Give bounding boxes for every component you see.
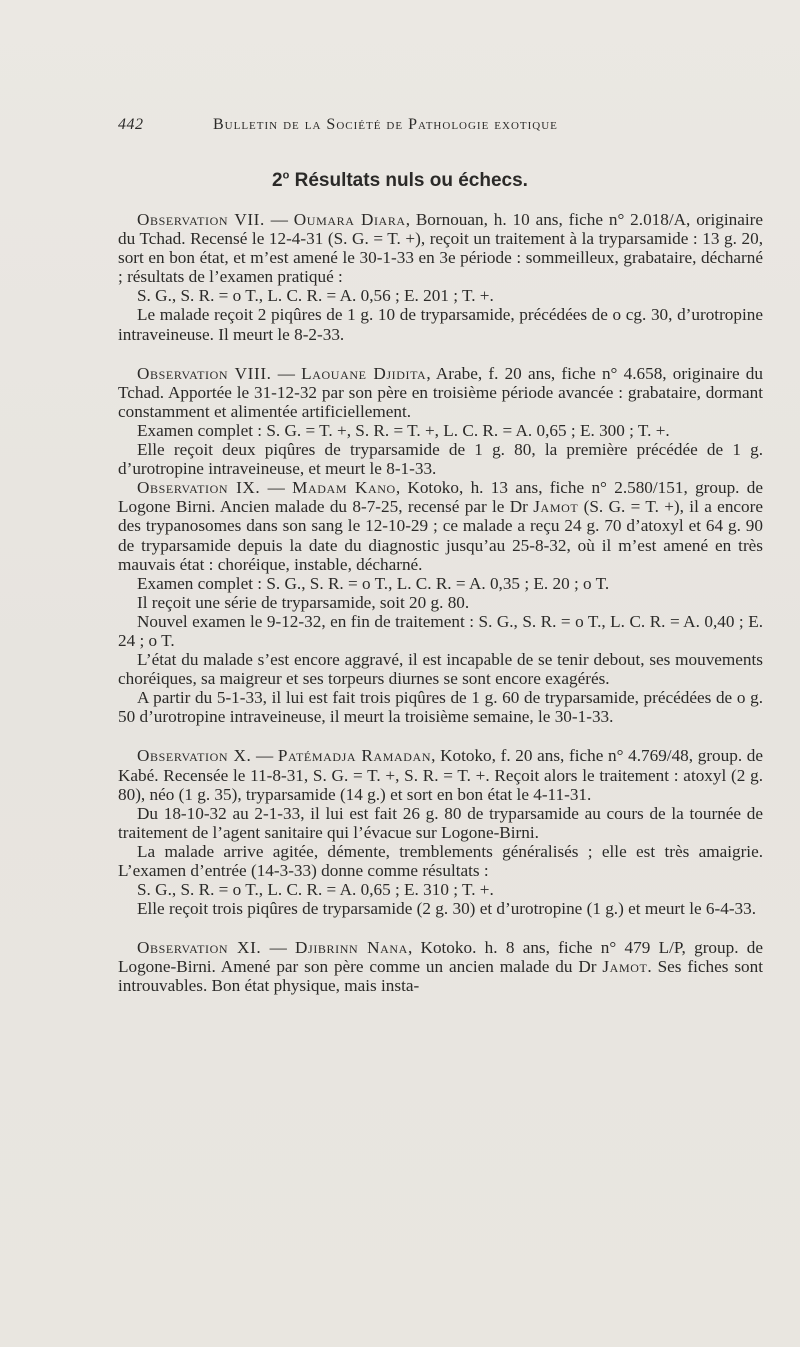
obs11-doctor-name: Jamot (602, 957, 648, 977)
obs7-paragraph-1: Observation VII. — Oumara Diara, Bornouan, h. 10 ans, fiche n° 2.018/A, originaire du Tchad. Recensé le 12-4-31 (S. G. = T. +), reçoit un traitement à la tryparsamide : 13 g. 20, sort en bon état, et m’est amené le 30-1-33 en 3e période : sommeilleux, grabataire, décharné ; résultats de l’examen pratiqué : (118, 210, 764, 287)
obs9-doctor-name: Jamot (533, 497, 579, 517)
obs10-label: Observation X. (137, 746, 252, 766)
obs8-paragraph-2: Examen complet : S. G. = T. +, S. R. = T. +, L. C. R. = A. 0,65 ; E. 300 ; T. +. (137, 420, 670, 440)
obs9-label: Observation IX. (137, 478, 261, 498)
section-number-sup: o (282, 169, 290, 182)
obs7-text-1: , Bornouan, h. 10 ans, fiche n° 2.018/A, originaire du Tchad. Recensé le 12-4-31 (S. G. = T. +), reçoit un traitement à la tryparsamide : 13 g. 20, sort en bon état, et m’est amené le 30-1-33 en 3e période : sommeilleux, grabataire, décharné ; résultats de l’examen pratiqué : (118, 210, 764, 287)
page-number: 442 (118, 116, 144, 133)
obs9-paragraph-5: L’état du malade s’est encore aggravé, il est incapable de se tenir debout, ses mouvements choréiques, sa maigreur et ses torpeurs diurnes se sont encore exagérés. (118, 650, 763, 689)
section-heading (0, 170, 800, 192)
obs9-paragraph-1: Observation IX. — Madam Kano, Kotoko, h. 13 ans, fiche n° 2.580/151, group. de Logone Birni. Ancien malade du 8-7-25, recensé par le Dr Jamot (S. G. = T. +), il a encore des trypanosomes dans son sang le 12-10-29 ; ce malade a reçu 24 g. 70 d’atoxyl et 64 g. 90 de tryparsamide depuis la date du diagnostic jusqu’au 25-8-32, où il m’est amené en très mauvais état : choréique, instable, décharné. (118, 478, 763, 574)
obs10-paragraph-5: Elle reçoit trois piqûres de tryparsamide (2 g. 30) et d’urotropine (1 g.) et meurt le 6-4-33. (137, 899, 757, 919)
obs11-paragraph-1: Observation XI. — Djibrinn Nana, Kotoko. h. 8 ans, fiche n° 479 L/P, group. de Logone-Birni. Amené par son père comme un ancien malade du Dr Jamot. Ses fiches sont introuvables. Bon état physique, mais insta- (118, 938, 764, 996)
obs9-patient-name: Madam Kano (292, 478, 396, 498)
obs10-paragraph-1: Observation X. — Patémadja Ramadan, Kotoko, f. 20 ans, fiche n° 4.769/48, group. de Kabé. Recensée le 11-8-31, S. G. = T. +, S. R. = T. +. Reçoit alors le traitement : atoxyl (2 g. 80), néo (1 g. 35), tryparsamide (14 g.) et sort en bon état le 4-11-31. (118, 746, 764, 804)
section-title-text: Résultats nuls ou échecs. (289, 170, 528, 191)
obs10-patient-name: Patémadja Ramadan (277, 746, 432, 766)
obs9-paragraph-4: Nouvel examen le 9-12-32, en fin de traitement : S. G., S. R. = o T., L. C. R. = A. 0,40 ; E. 24 ; o T. (118, 611, 763, 650)
obs7-paragraph-3: Le malade reçoit 2 piqûres de 1 g. 10 de tryparsamide, précédées de o cg. 30, d’urotropine intraveineuse. Il meurt le 8-2-33. (118, 305, 763, 344)
obs10-paragraph-3: La malade arrive agitée, démente, tremblements généralisés ; elle est très amaigrie. L’examen d’entrée (14-3-33) donne comme résultats : (118, 841, 763, 880)
running-title: Bulletin de la Société de Pathologie exotique (213, 116, 558, 133)
running-header (118, 116, 758, 138)
obs8-patient-name: Laouane Djidita (301, 363, 427, 383)
obs11-patient-name: Djibrinn Nana (295, 938, 408, 958)
obs11-text-1a: , Kotoko. h. 8 ans, fiche n° 479 L/P, group. de Logone-Birni. Amené par son père comme un ancien malade du Dr (118, 938, 764, 977)
obs8-text-1: , Arabe, f. 20 ans, fiche n° 4.658, originaire du Tchad. Apportée le 31-12-32 par son père en troisième période avancée : grabataire, dormant constamment et alimentée artificiellement. (118, 363, 763, 421)
obs10-paragraph-4: S. G., S. R. = o T., L. C. R. = A. 0,65 ; E. 310 ; T. +. (137, 880, 494, 900)
obs10-text-1: , Kotoko, f. 20 ans, fiche n° 4.769/48, group. de Kabé. Recensée le 11-8-31, S. G. = T. +, S. R. = T. +. Reçoit alors le traitement : atoxyl (2 g. 80), néo (1 g. 35), tryparsamide (14 g.) et sort en bon état le 4-11-31. (118, 746, 764, 804)
obs8-paragraph-3: Elle reçoit deux piqûres de tryparsamide de 1 g. 80, la première précédée de 1 g. d’urotropine intraveineuse, et meurt le 8-1-33. (118, 440, 763, 479)
obs9-paragraph-2: Examen complet : S. G., S. R. = o T., L. C. R. = A. 0,35 ; E. 20 ; o T. (137, 573, 610, 593)
obs7-paragraph-2: S. G., S. R. = o T., L. C. R. = A. 0,56 ; E. 201 ; T. +. (137, 286, 494, 306)
obs7-label: Observation VII. (137, 210, 265, 229)
obs11-text-1b: . Ses fiches sont introuvables. Bon état physique, mais insta- (118, 957, 763, 996)
obs8-paragraph-1: Observation VIII. — Laouane Djidita, Arabe, f. 20 ans, fiche n° 4.658, originaire du Tchad. Apportée le 31-12-32 par son père en troisième période avancée : grabataire, dormant constamment et alimentée artificiellement. (118, 363, 763, 421)
section-number: 2 (272, 170, 283, 191)
obs8-label: Observation VIII. (137, 363, 272, 383)
obs9-paragraph-3: Il reçoit une série de tryparsamide, soit 20 g. 80. (137, 592, 470, 612)
obs9-text-1b: (S. G. = T. +), il a encore des trypanosomes dans son sang le 12-10-29 ; ce malade a reçu 24 g. 70 d’atoxyl et 64 g. 90 de tryparsamide depuis la date du diagnostic jusqu’au 25-8-32, où il m’est amené en très mauvais état : choréique, instable, décharné. (118, 497, 763, 574)
obs11-label: Observation XI. (137, 938, 262, 958)
obs7-patient-name: Oumara Diara (293, 210, 406, 229)
obs9-text-1a: , Kotoko, h. 13 ans, fiche n° 2.580/151, group. de Logone Birni. Ancien malade du 8-7-25, recensé par le Dr (118, 478, 763, 517)
obs10-paragraph-2: Du 18-10-32 au 2-1-33, il lui est fait 26 g. 80 de tryparsamide au cours de la tournée de traitement de l’agent sanitaire qui l’évacue sur Logone-Birni. (118, 803, 763, 842)
obs9-paragraph-6: A partir du 5-1-33, il lui est fait trois piqûres de 1 g. 60 de tryparsamide, précédées de o g. 50 d’urotropine intraveineuse, il meurt la troisième semaine, le 30-1-33. (118, 688, 763, 727)
document-body (118, 210, 763, 996)
